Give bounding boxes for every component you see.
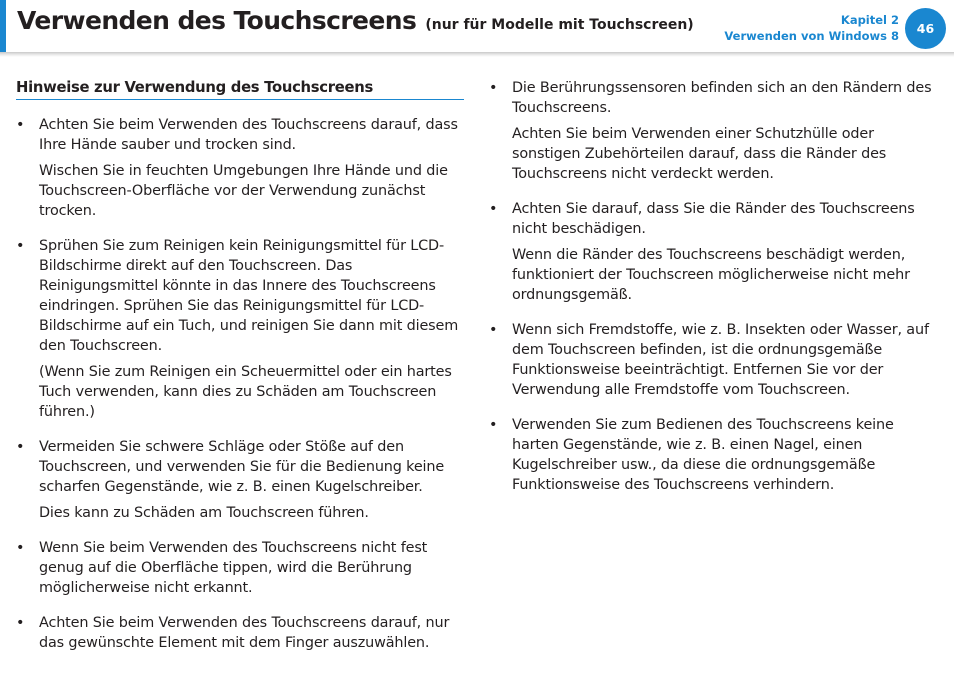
- bullet: •: [16, 439, 25, 455]
- list-item: [16, 236, 466, 422]
- list-item: [489, 78, 939, 184]
- list-item: [489, 320, 939, 400]
- section-heading: Hinweise zur Verwendung des Touchscreens: [16, 78, 464, 100]
- item-text: Vermeiden Sie schwere Schläge oder Stöße auf den Touchscreen, und verwenden Sie für die Bedienung keine scharfen Gegenstände, wie z. B. einen Kugelschreiber.: [39, 439, 445, 495]
- bullet: •: [16, 540, 25, 556]
- item-note: (Wenn Sie zum Reinigen ein Scheuermittel oder ein hartes Tuch verwenden, kann dies zu Schäden am Touchscreen führen.): [39, 364, 452, 420]
- item-note: Achten Sie beim Verwenden einer Schutzhülle oder sonstigen Zubehörteilen darauf, dass die Ränder des Touchscreens nicht verdeckt werden.: [512, 126, 887, 182]
- bullet: •: [16, 117, 25, 133]
- item-note: Wischen Sie in feuchten Umgebungen Ihre Hände und die Touchscreen-Oberfläche vor der Verwendung zunächst trocken.: [39, 163, 448, 219]
- item-text: Achten Sie beim Verwenden des Touchscreens darauf, nur das gewünschte Element mit dem Finger auszuwählen.: [39, 615, 450, 651]
- item-note: Dies kann zu Schäden am Touchscreen führen.: [39, 505, 369, 521]
- list-item: [16, 115, 466, 221]
- title-main: Verwenden des Touchscreens: [17, 6, 417, 35]
- item-text: Verwenden Sie zum Bedienen des Touchscreens keine harten Gegenstände, wie z. B. einen Nagel, einen Kugelschreiber usw., da diese die ordnungsgemäße Funktionsweise des Touchscreens verhindern.: [512, 417, 894, 493]
- bullet: •: [489, 417, 498, 433]
- chapter-info: [724, 12, 899, 44]
- left-column: [16, 78, 466, 668]
- list-item: [16, 538, 466, 598]
- item-text: Achten Sie beim Verwenden des Touchscreens darauf, dass Ihre Hände sauber und trocken sind.: [39, 117, 458, 153]
- right-column: [489, 78, 939, 510]
- header-divider: [0, 52, 954, 57]
- bullet: •: [489, 201, 498, 217]
- item-text: Achten Sie darauf, dass Sie die Ränder des Touchscreens nicht beschädigen.: [512, 201, 915, 237]
- item-text: Wenn Sie beim Verwenden des Touchscreens nicht fest genug auf die Oberfläche tippen, wird die Berührung möglicherweise nicht erkannt.: [39, 540, 428, 596]
- chapter-name: Verwenden von Windows 8: [724, 29, 899, 43]
- header-accent-bar: [0, 0, 6, 52]
- item-text: Sprühen Sie zum Reinigen kein Reinigungsmittel für LCD-Bildschirme direkt auf den Touchscreen. Das Reinigungsmittel könnte in das Innere des Touchscreens eindringen. Sprühen Sie das Reinigungsmittel für LCD-Bildschirme auf ein Tuch, und reinigen Sie dann mit diesem den Touchscreen.: [39, 238, 459, 354]
- list-item: [16, 437, 466, 523]
- page-number-badge: 46: [905, 8, 946, 49]
- list-item: [489, 415, 939, 495]
- item-text: Wenn sich Fremdstoffe, wie z. B. Insekten oder Wasser, auf dem Touchscreen befinden, ist die ordnungsgemäße Funktionsweise beeinträchtigt. Entfernen Sie vor der Verwendung alle Fremdstoffe vom Touchscreen.: [512, 322, 929, 398]
- title-subtitle: (nur für Modelle mit Touchscreen): [425, 17, 694, 33]
- item-text: Die Berührungssensoren befinden sich an den Rändern des Touchscreens.: [512, 80, 932, 116]
- page-title: [17, 6, 694, 35]
- bullet: •: [16, 615, 25, 631]
- bullet: •: [489, 80, 498, 96]
- bullet: •: [489, 322, 498, 338]
- item-note: Wenn die Ränder des Touchscreens beschädigt werden, funktioniert der Touchscreen möglicherweise nicht mehr ordnungsgemäß.: [512, 247, 910, 303]
- list-item: [16, 613, 466, 653]
- chapter-label: Kapitel 2: [840, 13, 899, 27]
- bullet: •: [16, 238, 25, 254]
- list-item: [489, 199, 939, 305]
